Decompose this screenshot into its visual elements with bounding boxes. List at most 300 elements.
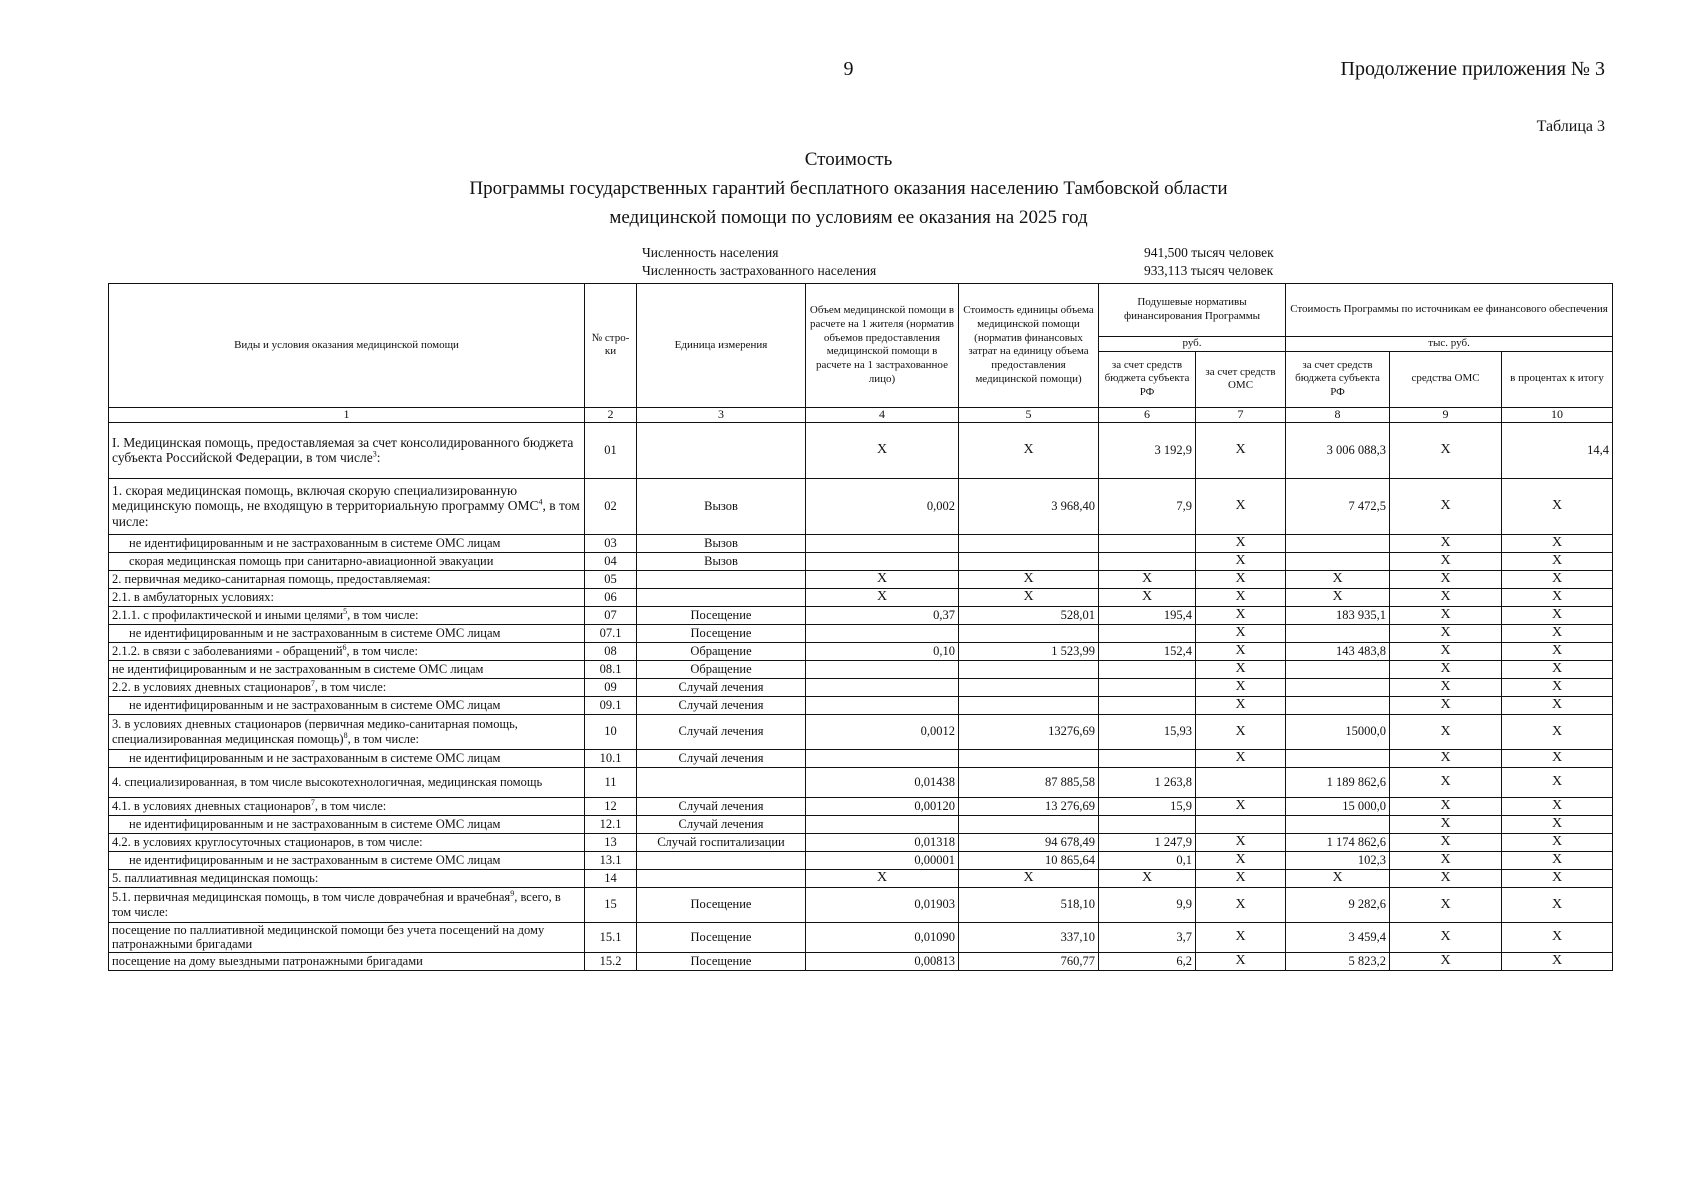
service-type-cell xyxy=(109,833,585,851)
program-cost-table xyxy=(108,283,1613,971)
service-type-cell xyxy=(109,869,585,887)
oms-per-capita-cell: X xyxy=(1196,696,1286,714)
oms-per-capita-cell: X xyxy=(1196,851,1286,869)
unit-cell: Случай лечения xyxy=(637,696,806,714)
unit-cost-cell: 1 523,99 xyxy=(959,642,1099,660)
oms-per-capita-cell: X xyxy=(1196,478,1286,534)
service-type-cell xyxy=(109,714,585,749)
column-number: 7 xyxy=(1196,407,1286,422)
oms-cost-cell: X xyxy=(1390,606,1502,624)
budget-per-capita-cell: X xyxy=(1099,869,1196,887)
header-unit: Единица измерения xyxy=(637,284,806,408)
oms-per-capita-cell: X xyxy=(1196,642,1286,660)
service-type-cell xyxy=(109,887,585,922)
budget-per-capita-cell: 7,9 xyxy=(1099,478,1196,534)
budget-cost-cell: 183 935,1 xyxy=(1286,606,1390,624)
unit-cell: Посещение xyxy=(637,887,806,922)
service-type-suffix: , в том числе: xyxy=(314,798,387,813)
header-program-cost: Стоимость Программы по источникам ее финансового обеспечения xyxy=(1286,284,1613,337)
header-service-types: Виды и условия оказания медицинской помощи xyxy=(109,284,585,408)
volume-cell xyxy=(806,678,959,696)
header-oms-per-capita: за счет средств ОМС xyxy=(1196,351,1286,407)
service-type-cell xyxy=(109,642,585,660)
table-row xyxy=(109,767,1613,797)
row-number-cell: 14 xyxy=(585,869,637,887)
header-unit-cost: Стоимость единицы объема медицинской помощи (норматив финансовых затрат на единицу объема предоставления медицинской помощи) xyxy=(959,284,1099,408)
budget-cost-cell: 15 000,0 xyxy=(1286,797,1390,815)
oms-cost-cell: X xyxy=(1390,642,1502,660)
volume-cell xyxy=(806,749,959,767)
percent-cell: X xyxy=(1502,624,1613,642)
unit-cell xyxy=(637,422,806,478)
insured-population-value: 933,113 тысяч человек xyxy=(1144,263,1274,278)
oms-cost-cell: X xyxy=(1390,767,1502,797)
service-type-text: не идентифицированным и не застрахованным в системе ОМС лицам xyxy=(112,661,484,676)
table-row xyxy=(109,851,1613,869)
budget-per-capita-cell xyxy=(1099,552,1196,570)
unit-cost-cell: X xyxy=(959,422,1099,478)
footnote-ref: 7 xyxy=(310,797,315,807)
row-number-cell: 10.1 xyxy=(585,749,637,767)
row-number-cell: 13.1 xyxy=(585,851,637,869)
column-number: 3 xyxy=(637,407,806,422)
unit-cost-cell xyxy=(959,624,1099,642)
column-number: 4 xyxy=(806,407,959,422)
insured-population-label: Численность застрахованного населения xyxy=(642,263,877,278)
percent-cell: X xyxy=(1502,869,1613,887)
table-row xyxy=(109,478,1613,534)
oms-per-capita-cell: X xyxy=(1196,833,1286,851)
unit-cell: Вызов xyxy=(637,534,806,552)
unit-cost-cell xyxy=(959,552,1099,570)
oms-cost-cell: X xyxy=(1390,869,1502,887)
unit-cost-cell: 94 678,49 xyxy=(959,833,1099,851)
volume-cell: 0,0012 xyxy=(806,714,959,749)
service-type-cell xyxy=(109,696,585,714)
column-number: 8 xyxy=(1286,407,1390,422)
row-number-cell: 09 xyxy=(585,678,637,696)
footnote-ref: 5 xyxy=(343,606,348,616)
volume-cell: X xyxy=(806,869,959,887)
percent-cell: X xyxy=(1502,552,1613,570)
budget-cost-cell xyxy=(1286,815,1390,833)
unit-cost-cell xyxy=(959,696,1099,714)
table-row xyxy=(109,952,1613,970)
row-number-cell: 13 xyxy=(585,833,637,851)
oms-cost-cell: X xyxy=(1390,624,1502,642)
unit-cost-cell: X xyxy=(959,869,1099,887)
budget-cost-cell: 7 472,5 xyxy=(1286,478,1390,534)
column-number: 2 xyxy=(585,407,637,422)
volume-cell xyxy=(806,660,959,678)
unit-cost-cell: 3 968,40 xyxy=(959,478,1099,534)
unit-cell: Обращение xyxy=(637,660,806,678)
column-number: 9 xyxy=(1390,407,1502,422)
service-type-cell xyxy=(109,534,585,552)
service-type-cell xyxy=(109,952,585,970)
volume-cell: X xyxy=(806,422,959,478)
oms-per-capita-cell: X xyxy=(1196,552,1286,570)
service-type-text: не идентифицированным и не застрахованным в системе ОМС лицам xyxy=(129,852,501,867)
unit-cell xyxy=(637,767,806,797)
percent-cell: X xyxy=(1502,478,1613,534)
table-row xyxy=(109,797,1613,815)
volume-cell: X xyxy=(806,588,959,606)
service-type-text: 4.1. в условиях дневных стационаров xyxy=(112,798,311,813)
row-number-cell: 06 xyxy=(585,588,637,606)
row-number-cell: 04 xyxy=(585,552,637,570)
header-per-capita-standards: Подушевые нормативы финансирования Программы xyxy=(1099,284,1286,337)
service-type-cell xyxy=(109,552,585,570)
oms-cost-cell: X xyxy=(1390,797,1502,815)
volume-cell: 0,10 xyxy=(806,642,959,660)
oms-per-capita-cell xyxy=(1196,815,1286,833)
column-number: 1 xyxy=(109,407,585,422)
table-body xyxy=(109,422,1613,970)
column-number: 10 xyxy=(1502,407,1613,422)
service-type-text: 4.2. в условиях круглосуточных стационаров, в том числе: xyxy=(112,834,423,849)
oms-cost-cell: X xyxy=(1390,833,1502,851)
oms-cost-cell: X xyxy=(1390,696,1502,714)
budget-cost-cell: 143 483,8 xyxy=(1286,642,1390,660)
service-type-text: не идентифицированным и не застрахованным в системе ОМС лицам xyxy=(129,535,501,550)
unit-cost-cell: 13 276,69 xyxy=(959,797,1099,815)
percent-cell: X xyxy=(1502,749,1613,767)
budget-per-capita-cell: 3,7 xyxy=(1099,922,1196,952)
population-value: 941,500 тысяч человек xyxy=(1144,245,1274,260)
percent-cell: X xyxy=(1502,851,1613,869)
service-type-cell xyxy=(109,678,585,696)
unit-cost-cell: 528,01 xyxy=(959,606,1099,624)
table-row xyxy=(109,570,1613,588)
percent-cell: X xyxy=(1502,534,1613,552)
unit-cell xyxy=(637,588,806,606)
table-row xyxy=(109,624,1613,642)
oms-per-capita-cell: X xyxy=(1196,624,1286,642)
header-percent-of-total: в процентах к итогу xyxy=(1502,351,1613,407)
volume-cell xyxy=(806,696,959,714)
title-line-1: Стоимость xyxy=(804,149,893,170)
unit-cell: Посещение xyxy=(637,624,806,642)
unit-cell: Посещение xyxy=(637,922,806,952)
service-type-text: 2. первичная медико-санитарная помощь, предоставляемая: xyxy=(112,571,431,586)
oms-cost-cell: X xyxy=(1390,851,1502,869)
service-type-cell xyxy=(109,422,585,478)
oms-per-capita-cell: X xyxy=(1196,606,1286,624)
footnote-ref: 4 xyxy=(538,497,543,507)
volume-cell xyxy=(806,624,959,642)
table-row xyxy=(109,552,1613,570)
volume-cell xyxy=(806,552,959,570)
budget-cost-cell: 3 006 088,3 xyxy=(1286,422,1390,478)
percent-cell: X xyxy=(1502,606,1613,624)
budget-per-capita-cell xyxy=(1099,534,1196,552)
budget-per-capita-cell: 1 263,8 xyxy=(1099,767,1196,797)
unit-cell: Случай лечения xyxy=(637,797,806,815)
oms-cost-cell: X xyxy=(1390,422,1502,478)
row-number-cell: 15.2 xyxy=(585,952,637,970)
volume-cell xyxy=(806,815,959,833)
service-type-suffix: , в том числе: xyxy=(314,679,387,694)
percent-cell: X xyxy=(1502,922,1613,952)
table-row xyxy=(109,696,1613,714)
table-row xyxy=(109,534,1613,552)
service-type-suffix: , в том числе: xyxy=(346,643,418,658)
service-type-suffix: : xyxy=(376,450,381,466)
percent-cell: X xyxy=(1502,588,1613,606)
table-row xyxy=(109,815,1613,833)
budget-cost-cell: 102,3 xyxy=(1286,851,1390,869)
percent-cell: X xyxy=(1502,570,1613,588)
budget-per-capita-cell: 15,9 xyxy=(1099,797,1196,815)
table-row xyxy=(109,887,1613,922)
oms-per-capita-cell: X xyxy=(1196,714,1286,749)
service-type-text: 4. специализированная, в том числе высокотехнологичная, медицинская помощь xyxy=(112,774,543,789)
service-type-suffix: , в том числе: xyxy=(112,498,580,529)
oms-per-capita-cell: X xyxy=(1196,869,1286,887)
service-type-text: 5. паллиативная медицинская помощь: xyxy=(112,870,319,885)
service-type-cell xyxy=(109,767,585,797)
header-oms-cost: средства ОМС xyxy=(1390,351,1502,407)
unit-cost-cell xyxy=(959,749,1099,767)
percent-cell: X xyxy=(1502,887,1613,922)
table-row xyxy=(109,606,1613,624)
service-type-cell xyxy=(109,749,585,767)
service-type-text: 2.2. в условиях дневных стационаров xyxy=(112,679,311,694)
unit-cost-cell: X xyxy=(959,588,1099,606)
budget-cost-cell: 9 282,6 xyxy=(1286,887,1390,922)
title-line-3: медицинской помощи по условиям ее оказания на 2025 год xyxy=(609,207,1088,228)
title-line-2: Программы государственных гарантий бесплатного оказания населению Тамбовской области xyxy=(469,178,1228,199)
budget-cost-cell xyxy=(1286,660,1390,678)
header-budget-per-capita: за счет средств бюджета субъекта РФ xyxy=(1099,351,1196,407)
table-row xyxy=(109,422,1613,478)
budget-per-capita-cell: X xyxy=(1099,588,1196,606)
service-type-cell xyxy=(109,570,585,588)
oms-cost-cell: X xyxy=(1390,887,1502,922)
volume-cell: 0,01318 xyxy=(806,833,959,851)
budget-per-capita-cell xyxy=(1099,749,1196,767)
oms-per-capita-cell: X xyxy=(1196,570,1286,588)
budget-cost-cell: 1 189 862,6 xyxy=(1286,767,1390,797)
page-number: 9 xyxy=(843,58,854,80)
budget-per-capita-cell: 195,4 xyxy=(1099,606,1196,624)
header-rub-unit: руб. xyxy=(1099,337,1286,352)
budget-cost-cell xyxy=(1286,749,1390,767)
budget-cost-cell: X xyxy=(1286,588,1390,606)
percent-cell: X xyxy=(1502,797,1613,815)
unit-cost-cell xyxy=(959,815,1099,833)
table-row xyxy=(109,660,1613,678)
table-row xyxy=(109,588,1613,606)
budget-cost-cell: 3 459,4 xyxy=(1286,922,1390,952)
service-type-cell xyxy=(109,922,585,952)
service-type-cell xyxy=(109,588,585,606)
service-type-text: скорая медицинская помощь при санитарно-авиационной эвакуации xyxy=(129,553,494,568)
budget-cost-cell xyxy=(1286,624,1390,642)
row-number-cell: 05 xyxy=(585,570,637,588)
row-number-cell: 07 xyxy=(585,606,637,624)
document-title xyxy=(0,145,1697,232)
percent-cell: X xyxy=(1502,678,1613,696)
budget-cost-cell xyxy=(1286,696,1390,714)
budget-per-capita-cell: 0,1 xyxy=(1099,851,1196,869)
service-type-suffix: , всего, в том числе: xyxy=(112,890,561,919)
row-number-cell: 12 xyxy=(585,797,637,815)
oms-per-capita-cell: X xyxy=(1196,534,1286,552)
service-type-text: посещение по паллиативной медицинской помощи без учета посещений на дому патронажными бригадами xyxy=(112,922,545,952)
unit-cost-cell: X xyxy=(959,570,1099,588)
table-row xyxy=(109,922,1613,952)
service-type-text: не идентифицированным и не застрахованным в системе ОМС лицам xyxy=(129,697,501,712)
row-number-cell: 03 xyxy=(585,534,637,552)
volume-cell: 0,01903 xyxy=(806,887,959,922)
budget-per-capita-cell: 3 192,9 xyxy=(1099,422,1196,478)
volume-cell: 0,00120 xyxy=(806,797,959,815)
budget-cost-cell: X xyxy=(1286,570,1390,588)
unit-cost-cell: 87 885,58 xyxy=(959,767,1099,797)
budget-cost-cell xyxy=(1286,552,1390,570)
budget-per-capita-cell xyxy=(1099,660,1196,678)
unit-cost-cell: 10 865,64 xyxy=(959,851,1099,869)
service-type-text: 5.1. первичная медицинская помощь, в том числе доврачебная и врачебная xyxy=(112,890,511,905)
unit-cost-cell: 518,10 xyxy=(959,887,1099,922)
row-number-cell: 15.1 xyxy=(585,922,637,952)
budget-per-capita-cell: 15,93 xyxy=(1099,714,1196,749)
oms-per-capita-cell: X xyxy=(1196,922,1286,952)
unit-cost-cell xyxy=(959,678,1099,696)
table-row xyxy=(109,833,1613,851)
budget-cost-cell: X xyxy=(1286,869,1390,887)
service-type-text: не идентифицированным и не застрахованным в системе ОМС лицам xyxy=(129,750,501,765)
oms-per-capita-cell: X xyxy=(1196,422,1286,478)
service-type-text: 2.1.1. с профилактической и иными целями xyxy=(112,607,344,622)
budget-per-capita-cell xyxy=(1099,815,1196,833)
budget-per-capita-cell xyxy=(1099,696,1196,714)
footnote-ref: 7 xyxy=(310,678,315,688)
oms-per-capita-cell: X xyxy=(1196,797,1286,815)
service-type-suffix: , в том числе: xyxy=(347,731,419,746)
row-number-cell: 01 xyxy=(585,422,637,478)
oms-per-capita-cell: X xyxy=(1196,660,1286,678)
budget-cost-cell xyxy=(1286,534,1390,552)
oms-cost-cell: X xyxy=(1390,534,1502,552)
unit-cost-cell: 337,10 xyxy=(959,922,1099,952)
budget-cost-cell: 1 174 862,6 xyxy=(1286,833,1390,851)
percent-cell: X xyxy=(1502,696,1613,714)
unit-cell xyxy=(637,851,806,869)
row-number-cell: 12.1 xyxy=(585,815,637,833)
unit-cell: Случай госпитализации xyxy=(637,833,806,851)
oms-per-capita-cell: X xyxy=(1196,749,1286,767)
budget-per-capita-cell: 9,9 xyxy=(1099,887,1196,922)
oms-cost-cell: X xyxy=(1390,588,1502,606)
percent-cell: 14,4 xyxy=(1502,422,1613,478)
oms-cost-cell: X xyxy=(1390,749,1502,767)
unit-cell: Посещение xyxy=(637,606,806,624)
volume-cell: 0,01438 xyxy=(806,767,959,797)
unit-cell: Случай лечения xyxy=(637,678,806,696)
volume-cell: 0,00001 xyxy=(806,851,959,869)
table-row xyxy=(109,749,1613,767)
table-row xyxy=(109,642,1613,660)
table-row xyxy=(109,678,1613,696)
service-type-cell xyxy=(109,815,585,833)
footnote-ref: 8 xyxy=(343,730,348,740)
oms-cost-cell: X xyxy=(1390,714,1502,749)
oms-cost-cell: X xyxy=(1390,660,1502,678)
table-row xyxy=(109,714,1613,749)
budget-per-capita-cell: 152,4 xyxy=(1099,642,1196,660)
service-type-cell xyxy=(109,606,585,624)
service-type-cell xyxy=(109,851,585,869)
service-type-text: 1. скорая медицинская помощь, включая скорую специализированную медицинскую помощь, не входящую в территориальную программу ОМС xyxy=(112,482,539,514)
footnote-ref: 3 xyxy=(372,449,377,459)
unit-cell: Вызов xyxy=(637,552,806,570)
oms-per-capita-cell: X xyxy=(1196,887,1286,922)
percent-cell: X xyxy=(1502,815,1613,833)
unit-cost-cell: 760,77 xyxy=(959,952,1099,970)
percent-cell: X xyxy=(1502,714,1613,749)
appendix-continuation-label: Продолжение приложения № 3 xyxy=(1340,58,1605,80)
percent-cell: X xyxy=(1502,767,1613,797)
service-type-text: посещение на дому выездными патронажными бригадами xyxy=(112,953,423,968)
row-number-cell: 08.1 xyxy=(585,660,637,678)
oms-cost-cell: X xyxy=(1390,815,1502,833)
volume-cell: X xyxy=(806,570,959,588)
header-row-number: № стро-ки xyxy=(585,284,637,408)
column-number: 6 xyxy=(1099,407,1196,422)
column-number: 5 xyxy=(959,407,1099,422)
oms-per-capita-cell: X xyxy=(1196,952,1286,970)
volume-cell: 0,37 xyxy=(806,606,959,624)
oms-per-capita-cell: X xyxy=(1196,678,1286,696)
unit-cost-cell xyxy=(959,660,1099,678)
row-number-cell: 02 xyxy=(585,478,637,534)
table-header xyxy=(109,284,1613,423)
service-type-cell xyxy=(109,624,585,642)
service-type-text: 3. в условиях дневных стационаров (первичная медико-санитарная помощь, специализированная медицинская помощь) xyxy=(112,717,518,746)
column-number-row xyxy=(109,407,1613,422)
budget-per-capita-cell: X xyxy=(1099,570,1196,588)
unit-cell: Случай лечения xyxy=(637,714,806,749)
unit-cost-cell xyxy=(959,534,1099,552)
unit-cost-cell: 13276,69 xyxy=(959,714,1099,749)
percent-cell: X xyxy=(1502,660,1613,678)
row-number-cell: 07.1 xyxy=(585,624,637,642)
oms-per-capita-cell xyxy=(1196,767,1286,797)
volume-cell xyxy=(806,534,959,552)
budget-cost-cell: 5 823,2 xyxy=(1286,952,1390,970)
unit-cell: Случай лечения xyxy=(637,815,806,833)
population-label: Численность населения xyxy=(642,245,779,260)
service-type-suffix: , в том числе: xyxy=(347,607,419,622)
budget-cost-cell: 15000,0 xyxy=(1286,714,1390,749)
budget-per-capita-cell: 1 247,9 xyxy=(1099,833,1196,851)
table-row xyxy=(109,869,1613,887)
oms-cost-cell: X xyxy=(1390,478,1502,534)
header-thousand-rub-unit: тыс. руб. xyxy=(1286,337,1613,352)
service-type-text: 2.1.2. в связи с заболеваниями - обращений xyxy=(112,643,343,658)
oms-cost-cell: X xyxy=(1390,922,1502,952)
budget-per-capita-cell: 6,2 xyxy=(1099,952,1196,970)
row-number-cell: 09.1 xyxy=(585,696,637,714)
percent-cell: X xyxy=(1502,952,1613,970)
percent-cell: X xyxy=(1502,833,1613,851)
percent-cell: X xyxy=(1502,642,1613,660)
oms-cost-cell: X xyxy=(1390,570,1502,588)
row-number-cell: 11 xyxy=(585,767,637,797)
